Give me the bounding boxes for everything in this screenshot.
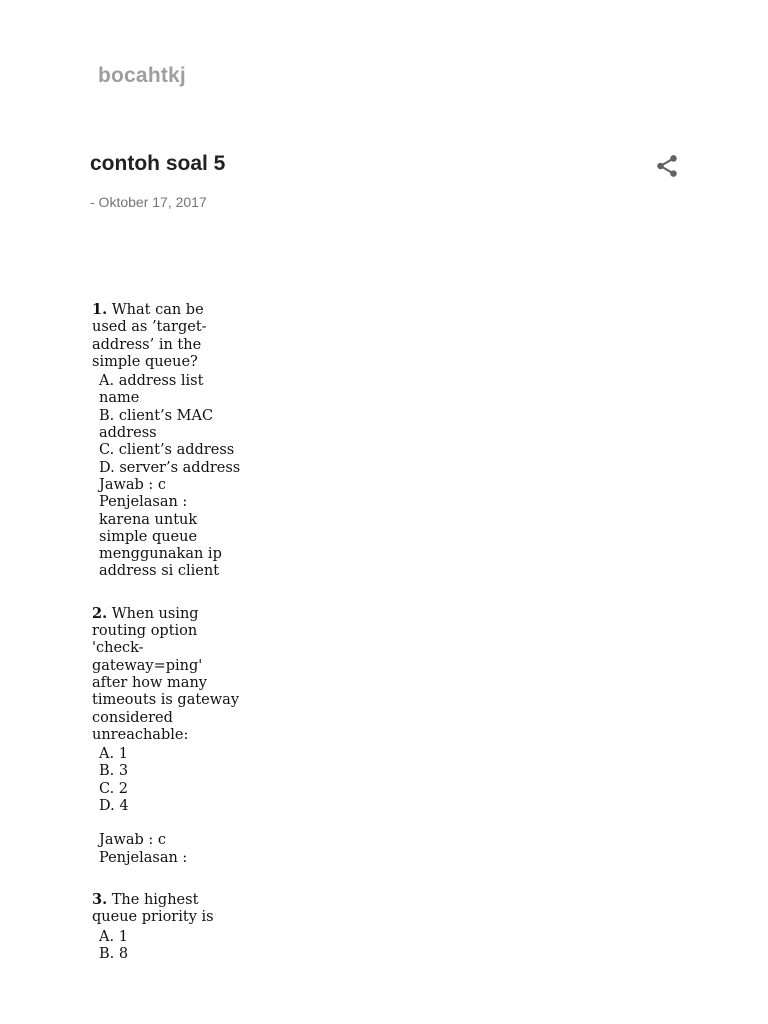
question-number: 2. <box>92 604 108 622</box>
post-title: contoh soal 5 <box>90 152 226 175</box>
explanation: Penjelasan : karena untuk simple queue menggunakan ip address si client <box>99 494 222 580</box>
question-number: 3. <box>92 890 108 908</box>
option-d: D. 4 <box>99 798 129 815</box>
post-body <box>92 301 242 991</box>
option-a: A. 1 <box>99 746 128 763</box>
answer-key: Jawab : c <box>99 476 167 493</box>
question-prompt: The highest queue priority is <box>92 891 214 926</box>
answer-options <box>99 746 242 867</box>
share-button[interactable] <box>654 153 680 179</box>
question-2 <box>92 605 242 867</box>
blog-name-link[interactable]: bocahtkj <box>98 64 186 87</box>
question-number: 1. <box>92 301 108 318</box>
blank-line <box>99 815 242 832</box>
answer-options <box>99 373 242 581</box>
question-prompt: When using routing option 'check-gateway=ping' after how many timeouts is gateway considered unreachable: <box>92 605 240 743</box>
post-date: - Oktober 17, 2017 <box>90 194 207 210</box>
option-a: A. address list name <box>99 373 204 407</box>
option-c: C. 2 <box>99 780 129 797</box>
question-text <box>92 301 242 371</box>
question-text <box>92 891 242 927</box>
answer-key: Jawab : c <box>99 832 167 849</box>
option-b: B. 8 <box>99 945 129 962</box>
question-1 <box>92 301 242 581</box>
explanation: Penjelasan : <box>99 849 188 866</box>
option-c: C. client’s address <box>99 442 235 459</box>
answer-options <box>99 929 242 964</box>
option-b: B. client’s MAC address <box>99 407 214 442</box>
question-text <box>92 605 242 744</box>
question-3 <box>92 891 242 963</box>
option-a: A. 1 <box>99 928 128 945</box>
share-icon <box>654 153 680 179</box>
question-prompt: What can be used as ’target-address’ in the simple queue? <box>92 302 207 370</box>
option-d: D. server’s address <box>99 459 241 476</box>
option-b: B. 3 <box>99 763 129 780</box>
